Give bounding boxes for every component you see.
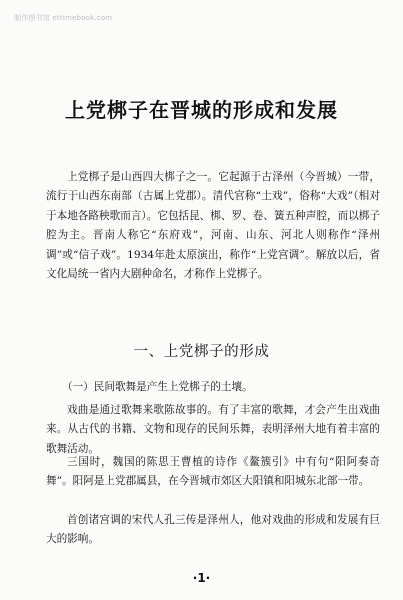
watermark: 制作图书馆 ettimebook.com	[14, 14, 113, 22]
page-number: ·1·	[192, 571, 211, 585]
body-paragraph-2: 戏曲是通过歌舞来歌陈故事的。有了丰富的歌舞，才会产生出戏曲来。从古代的书籍、文物和现存的民间乐舞，表明泽州大地有着丰富的歌舞活动。	[46, 404, 380, 455]
body-paragraph-4: 首创诸宫调的宋代人孔三传是泽州人，他对戏曲的形成和发展有巨大的影响。	[46, 514, 380, 546]
section-heading: 一、上党梆子的形成	[133, 344, 270, 360]
subheading: （一）民间歌舞是产生上党梆子的土壤。	[62, 381, 253, 393]
article-title: 上党梆子在晋城的形成和发展	[65, 98, 338, 122]
intro-paragraph: 上党梆子是山西四大梆子之一。它起源于古泽州（今晋城）一带，流行于山西东南部（古属上党郡）。清代官称“土戏”，俗称“大戏”（相对于本地各路秧歌而言）。它包括昆、梆、罗、卷、簧五种声腔，而以梆子腔为主。晋南人称它“东府戏”，河南、山东、河北人则称作“泽州调”或“信子戏”。1934年赴太原演出，称作“上党宫调”。解放以后，省文化局统一省内大剧种命名，才称作上党梆子。	[46, 171, 380, 281]
body-paragraph-3: 三国时，魏国的陈思王曹植的诗作《鳌簇引》中有句“阳阿奏奇舞”。阳阿是上党郡属县，在今晋城市郊区大阳镇和阳城东北部一带。	[46, 456, 380, 488]
